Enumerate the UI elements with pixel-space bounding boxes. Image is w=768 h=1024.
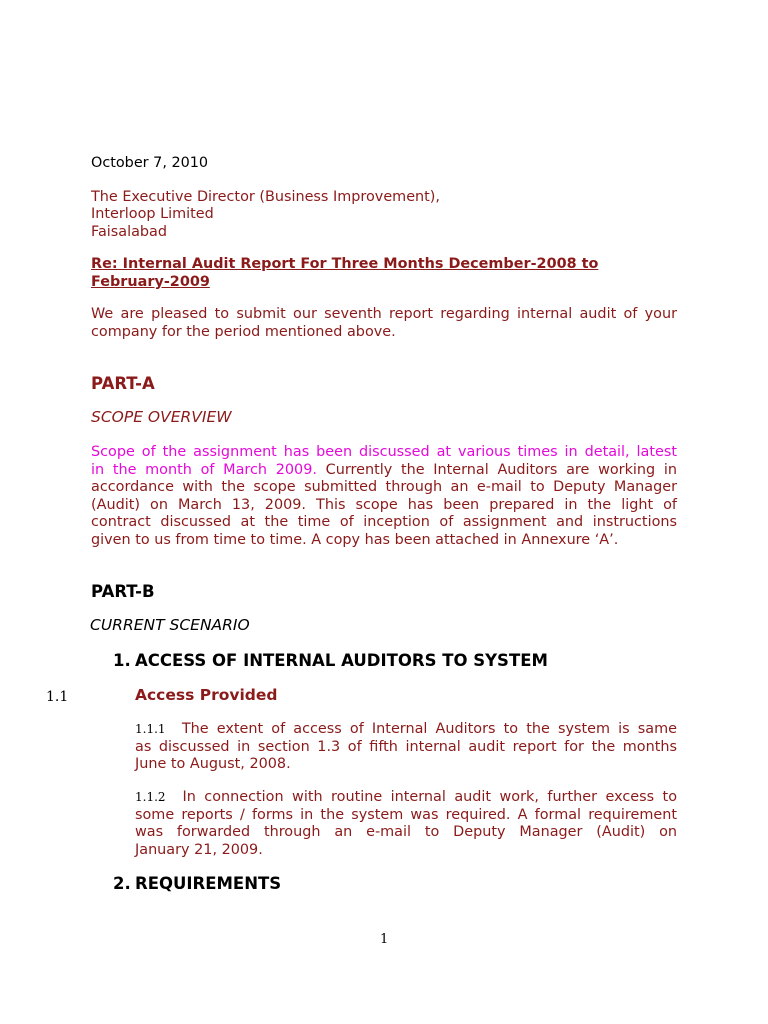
intro-line-1: We are pleased to submit our seventh report regarding internal audit of your xyxy=(91,306,677,322)
subsection-1-1-title: Access Provided xyxy=(135,686,278,704)
scope-line-2 xyxy=(91,461,677,479)
scope-line-2-highlight: in the month of March 2009. xyxy=(91,461,317,478)
item-1-1-1-text-1: The extent of access of Internal Auditors to the system is same xyxy=(181,721,677,737)
item-1-1-1-line-3: June to August, 2008. xyxy=(135,756,291,773)
part-a-heading: PART-A xyxy=(91,374,155,393)
item-1-1-2-line-2: some reports / forms in the system was required. A formal requirement xyxy=(135,806,677,823)
page-number: 1 xyxy=(380,932,389,947)
item-1-1-2-number: 1.1.2 xyxy=(135,790,166,804)
scope-line-3: accordance with the scope submitted through an e-mail to Deputy Manager xyxy=(91,479,677,496)
scope-line-1: Scope of the assignment has been discussed at various times in detail, latest xyxy=(91,444,677,460)
scope-line-6: given to us from time to time. A copy has been attached in Annexure ‘A’. xyxy=(91,531,619,548)
intro-line-2: company for the period mentioned above. xyxy=(91,323,396,340)
addressee-line-2: Interloop Limited xyxy=(91,206,214,222)
part-b-heading: PART-B xyxy=(91,582,155,601)
intro-paragraph xyxy=(91,305,677,340)
item-1-1-1-line-1 xyxy=(135,720,677,738)
scope-line-5: contract discussed at the time of inception of assignment and instructions xyxy=(91,514,677,531)
letter-date: October 7, 2010 xyxy=(91,155,209,171)
addressee-line-3: Faisalabad xyxy=(91,224,167,240)
section-1-title: ACCESS OF INTERNAL AUDITORS TO SYSTEM xyxy=(135,651,548,670)
item-1-1-1 xyxy=(135,720,677,773)
subsection-1-1-number: 1.1 xyxy=(46,689,69,705)
item-1-1-2-line-1 xyxy=(135,788,677,806)
addressee-line-1: The Executive Director (Business Improvement), xyxy=(91,189,441,205)
item-1-1-2 xyxy=(135,788,677,858)
section-1-number: 1. xyxy=(113,651,131,670)
item-1-1-1-number: 1.1.1 xyxy=(135,722,166,736)
scope-line-2-rest: Currently the Internal Auditors are working in xyxy=(316,461,678,478)
subject-line-1: Re: Internal Audit Report For Three Months December-2008 to xyxy=(91,256,599,272)
section-2-title: REQUIREMENTS xyxy=(135,874,282,893)
scope-overview-heading: SCOPE OVERVIEW xyxy=(91,408,232,426)
scope-line-4: (Audit) on March 13, 2009. This scope has been prepared in the light of xyxy=(91,496,677,513)
section-2-number: 2. xyxy=(113,874,131,893)
scope-paragraph xyxy=(91,443,677,549)
current-scenario-heading: CURRENT SCENARIO xyxy=(90,616,250,634)
subject-line-2: February-2009 xyxy=(91,274,210,290)
item-1-1-2-line-3: was forwarded through an e-mail to Deputy Manager (Audit) on xyxy=(135,824,677,841)
item-1-1-2-text-1: In connection with routine internal audit work, further excess to xyxy=(182,789,678,805)
item-1-1-2-line-4: January 21, 2009. xyxy=(135,841,263,858)
item-1-1-1-line-2: as discussed in section 1.3 of fifth internal audit report for the months xyxy=(135,738,677,755)
